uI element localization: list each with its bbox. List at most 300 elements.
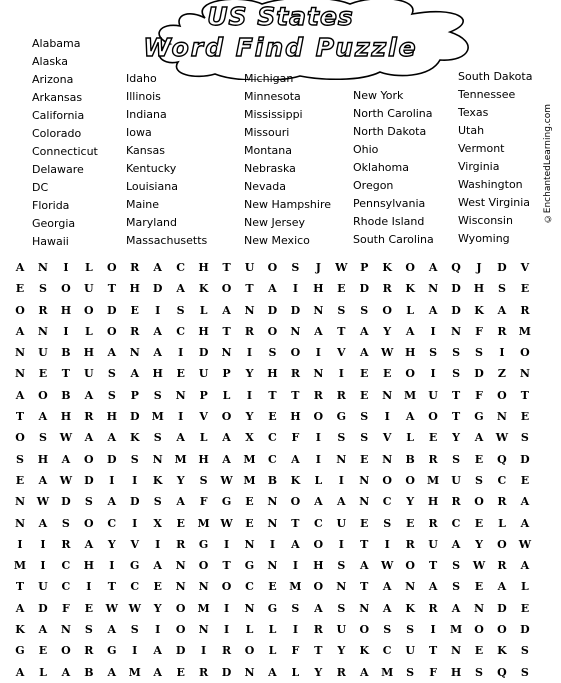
word-list-item: North Dakota [353, 125, 427, 138]
grid-letter: N [428, 282, 439, 296]
grid-letter: T [520, 388, 529, 402]
grid-letter: E [474, 516, 484, 530]
word-list-item: New Mexico [244, 234, 310, 247]
grid-letter: B [267, 473, 278, 487]
word-list-item: Hawaii [32, 235, 69, 248]
grid-letter: G [221, 495, 232, 509]
word-list-item: Florida [32, 199, 70, 212]
grid-letter: A [38, 623, 48, 637]
word-list-item: Vermont [458, 142, 505, 155]
grid-letter: S [176, 303, 185, 317]
grid-letter: H [60, 410, 72, 424]
grid-letter: U [336, 623, 347, 637]
grid-letter: A [520, 559, 530, 573]
grid-letter: A [153, 665, 162, 679]
grid-letter: W [36, 495, 50, 509]
grid-letter: J [315, 261, 321, 274]
grid-letter: A [405, 324, 415, 338]
grid-letter: R [382, 282, 392, 296]
grid-letter: T [268, 388, 277, 402]
grid-letter: R [497, 559, 507, 573]
grid-letter: S [360, 431, 369, 445]
grid-letter: C [176, 324, 186, 338]
word-list-item: Ohio [353, 143, 379, 156]
grid-letter: N [175, 559, 186, 573]
grid-letter: R [428, 516, 438, 530]
grid-letter: Y [107, 537, 116, 551]
grid-letter: S [153, 388, 162, 402]
grid-letter: A [222, 303, 231, 317]
grid-letter: A [15, 324, 25, 338]
grid-letter: O [84, 452, 94, 466]
word-list-item: New Jersey [244, 216, 306, 229]
grid-letter: W [105, 601, 118, 615]
grid-letter: C [61, 580, 71, 594]
grid-letter: A [291, 452, 300, 466]
grid-letter: K [290, 473, 301, 487]
grid-letter: Y [245, 367, 254, 381]
grid-letter: P [360, 261, 369, 274]
grid-letter: S [429, 346, 438, 360]
grid-letter: I [109, 473, 115, 487]
grid-letter: K [497, 644, 507, 658]
grid-letter: I [384, 410, 390, 424]
grid-letter: M [289, 580, 302, 594]
grid-letter: R [290, 367, 300, 381]
grid-letter: O [313, 580, 324, 594]
grid-letter: E [268, 580, 277, 594]
grid-letter: L [268, 644, 277, 658]
grid-letter: F [291, 431, 300, 445]
grid-letter: K [405, 601, 415, 615]
grid-letter: A [153, 346, 162, 360]
word-list-item: West Virginia [458, 196, 531, 209]
word-list-item: Washington [458, 178, 523, 191]
grid-letter: I [315, 346, 321, 360]
grid-letter: E [382, 367, 392, 381]
word-list-item: Nebraska [244, 162, 296, 175]
grid-letter: H [313, 282, 324, 296]
grid-letter: N [198, 580, 209, 594]
grid-letter: S [107, 367, 116, 381]
grid-letter: A [222, 431, 231, 445]
word-list-item: Tennessee [458, 88, 516, 101]
word-list-item: North Carolina [353, 107, 433, 120]
grid-letter: M [381, 665, 394, 679]
grid-letter: C [176, 261, 186, 274]
grid-letter: O [15, 431, 25, 445]
grid-letter: L [39, 665, 47, 679]
grid-letter: A [107, 665, 117, 679]
grid-letter: C [268, 452, 277, 466]
grid-letter: L [84, 261, 93, 274]
grid-letter: A [382, 580, 392, 594]
word-list-item: Minnesota [244, 90, 301, 103]
grid-letter: U [405, 644, 415, 658]
grid-letter: N [244, 537, 255, 551]
grid-letter: N [37, 261, 48, 274]
grid-letter: H [60, 303, 72, 317]
grid-letter: A [382, 601, 392, 615]
grid-letter: E [520, 282, 530, 296]
grid-letter: H [313, 559, 324, 573]
grid-letter: I [40, 559, 46, 573]
grid-letter: D [451, 282, 461, 296]
grid-letter: E [84, 601, 94, 615]
grid-letter: E [520, 410, 530, 424]
grid-letter: N [313, 303, 324, 317]
grid-letter: I [246, 388, 253, 402]
grid-letter: N [14, 516, 26, 530]
grid-letter: T [15, 580, 25, 594]
grid-letter: N [359, 473, 370, 487]
grid-letter: K [382, 261, 392, 274]
grid-letter: N [382, 452, 393, 466]
grid-letter: A [497, 580, 507, 594]
grid-letter: W [381, 346, 394, 360]
grid-letter: I [338, 537, 344, 551]
grid-letter: H [129, 282, 140, 296]
grid-letter: W [335, 261, 348, 274]
grid-letter: H [267, 367, 278, 381]
grid-letter: D [107, 452, 117, 466]
grid-letter: M [197, 601, 210, 615]
grid-letter: M [174, 452, 187, 466]
word-list-item: Utah [458, 124, 485, 137]
grid-letter: O [428, 410, 438, 424]
grid-letter: Y [452, 431, 460, 445]
grid-letter: T [360, 537, 369, 551]
word-list-item: Connecticut [32, 145, 98, 158]
grid-letter: F [291, 644, 300, 658]
grid-letter: A [107, 431, 117, 445]
grid-letter: S [360, 303, 369, 317]
grid-letter: E [360, 388, 369, 402]
grid-letter: S [84, 623, 93, 637]
grid-letter: D [129, 495, 140, 509]
grid-letter: R [451, 495, 461, 509]
grid-letter: U [428, 537, 438, 551]
grid-letter: U [451, 473, 461, 487]
grid-letter: T [429, 559, 438, 573]
grid-letter: N [267, 516, 278, 530]
grid-letter: O [84, 516, 94, 530]
grid-letter: A [176, 495, 185, 509]
grid-letter: D [38, 601, 48, 615]
grid-letter: O [267, 324, 278, 338]
grid-letter: I [132, 644, 138, 658]
grid-letter: O [359, 623, 370, 637]
grid-letter: O [290, 495, 301, 509]
grid-letter: I [40, 537, 46, 551]
grid-letter: S [153, 495, 162, 509]
grid-letter: T [451, 388, 461, 402]
grid-letter: G [244, 559, 255, 573]
grid-letter: E [245, 495, 254, 509]
grid-letter: N [519, 367, 530, 381]
grid-letter: H [152, 367, 163, 381]
grid-letter: O [520, 346, 530, 360]
grid-letter: O [405, 473, 415, 487]
grid-letter: V [382, 431, 392, 445]
word-list-item: Delaware [32, 163, 84, 176]
grid-letter: D [267, 303, 278, 317]
grid-letter: F [475, 388, 483, 402]
grid-letter: I [269, 537, 276, 551]
grid-letter: N [496, 410, 507, 424]
grid-letter: K [405, 282, 415, 296]
grid-letter: K [15, 623, 25, 637]
word-list-column-3 [244, 70, 331, 250]
grid-letter: N [290, 324, 301, 338]
grid-letter: Y [383, 324, 392, 338]
grid-letter: N [175, 580, 186, 594]
grid-letter: I [223, 623, 230, 637]
grid-letter: G [107, 644, 117, 658]
grid-letter: M [151, 410, 164, 424]
grid-letter: G [267, 601, 278, 615]
word-list-item: South Dakota [458, 70, 533, 83]
grid-letter: A [84, 388, 94, 402]
grid-letter: Q [497, 452, 507, 466]
grid-letter: A [222, 452, 231, 466]
grid-letter: I [63, 324, 69, 338]
grid-letter: R [221, 644, 232, 658]
grid-letter: A [15, 388, 25, 402]
grid-letter: I [338, 473, 344, 487]
grid-letter: S [84, 495, 93, 509]
grid-letter: N [244, 665, 255, 679]
grid-letter: N [175, 388, 186, 402]
grid-letter: R [199, 665, 209, 679]
grid-letter: E [360, 452, 369, 466]
grid-letter: E [15, 473, 25, 487]
grid-letter: A [107, 346, 117, 360]
grid-letter: S [406, 623, 415, 637]
word-list-item: Missouri [244, 126, 290, 139]
grid-letter: R [130, 261, 140, 274]
grid-letter: S [61, 516, 70, 530]
grid-letter: S [107, 388, 116, 402]
grid-letter: O [474, 623, 484, 637]
grid-letter: G [130, 559, 140, 573]
grid-letter: I [155, 537, 161, 551]
grid-letter: A [314, 495, 323, 509]
grid-letter: N [152, 452, 163, 466]
grid-letter: V [199, 410, 208, 424]
grid-letter: L [406, 303, 414, 317]
grid-letter: D [129, 410, 140, 424]
grid-letter: S [452, 452, 461, 466]
grid-letter: D [497, 261, 507, 274]
grid-letter: O [15, 303, 25, 317]
word-list-item: Idaho [126, 72, 157, 85]
grid-letter: F [475, 324, 483, 338]
grid-letter: A [405, 410, 415, 424]
grid-letter: S [199, 473, 208, 487]
grid-letter: S [475, 346, 483, 360]
grid-letter: I [292, 559, 298, 573]
grid-letter: S [383, 623, 392, 637]
grid-letter: M [449, 623, 463, 637]
grid-letter: A [359, 324, 369, 338]
grid-letter: O [497, 388, 507, 402]
grid-letter: L [291, 665, 300, 679]
grid-letter: S [16, 452, 24, 466]
grid-letter: A [84, 537, 94, 551]
grid-letter: A [38, 473, 48, 487]
grid-letter: E [15, 282, 25, 296]
grid-letter: M [128, 665, 141, 679]
grid-letter: P [222, 367, 231, 381]
grid-letter: W [381, 559, 394, 573]
grid-letter: A [359, 559, 369, 573]
grid-letter: N [359, 495, 370, 509]
grid-letter: B [61, 346, 71, 360]
grid-letter: K [152, 473, 163, 487]
grid-letter: O [497, 623, 507, 637]
word-list-item: New York [353, 89, 404, 102]
grid-letter: U [336, 516, 347, 530]
grid-letter: L [199, 303, 208, 317]
word-list-item: Wyoming [458, 232, 510, 245]
grid-letter: U [84, 367, 94, 381]
grid-letter: W [220, 516, 233, 530]
grid-letter: N [405, 580, 416, 594]
grid-letter: Y [337, 644, 346, 658]
grid-letter: E [130, 303, 139, 317]
grid-letter: A [359, 665, 369, 679]
grid-letter: O [175, 601, 186, 615]
grid-letter: S [337, 559, 346, 573]
grid-letter: C [382, 495, 392, 509]
grid-letter: F [61, 601, 70, 615]
grid-letter: D [359, 282, 370, 296]
grid-letter: A [337, 495, 346, 509]
grid-letter: A [130, 367, 140, 381]
grid-letter: A [428, 261, 438, 274]
grid-letter: W [59, 473, 73, 487]
grid-letter: R [313, 623, 323, 637]
grid-letter: R [336, 388, 346, 402]
grid-letter: N [451, 644, 462, 658]
grid-letter: S [291, 601, 300, 615]
grid-letter: N [244, 601, 255, 615]
grid-letter: R [61, 537, 71, 551]
grid-letter: C [107, 516, 117, 530]
grid-letter: T [61, 367, 70, 381]
grid-letter: S [153, 431, 162, 445]
grid-letter: A [15, 261, 25, 274]
grid-letter: T [429, 644, 438, 658]
grid-letter: M [427, 473, 440, 487]
grid-letter: A [153, 261, 162, 274]
grid-letter: W [128, 601, 141, 615]
grid-letter: R [313, 388, 323, 402]
grid-letter: A [153, 559, 162, 573]
grid-letter: V [520, 261, 530, 274]
grid-letter: W [59, 431, 73, 445]
grid-letter: N [221, 346, 232, 360]
grid-letter: N [359, 601, 370, 615]
grid-letter: T [222, 324, 231, 338]
grid-letter: X [153, 516, 162, 530]
grid-letter: I [155, 623, 161, 637]
grid-letter: U [38, 346, 48, 360]
grid-letter: E [428, 431, 438, 445]
grid-letter: S [291, 261, 300, 274]
grid-letter: S [520, 644, 529, 658]
grid-letter: A [314, 601, 323, 615]
grid-letter: O [474, 495, 484, 509]
grid-letter: I [246, 346, 253, 360]
grid-letter: D [221, 665, 232, 679]
grid-letter: S [406, 665, 415, 679]
word-list-item: Kentucky [126, 162, 177, 175]
grid-letter: Y [406, 495, 415, 509]
grid-letter: I [315, 431, 321, 445]
grid-letter: A [15, 665, 25, 679]
grid-letter: R [497, 324, 507, 338]
grid-letter: O [405, 367, 415, 381]
grid-letter: A [451, 601, 461, 615]
grid-letter: S [337, 431, 346, 445]
grid-letter: W [472, 559, 486, 573]
grid-letter: T [245, 282, 254, 296]
grid-letter: I [223, 537, 230, 551]
grid-letter: V [130, 537, 140, 551]
grid-letter: Y [153, 601, 162, 615]
word-list-item: Massachusetts [126, 234, 208, 247]
grid-letter: A [474, 431, 484, 445]
word-list-item: Louisiana [126, 180, 178, 193]
grid-letter: H [290, 410, 301, 424]
grid-letter: S [452, 580, 461, 594]
word-list-item: Texas [458, 106, 489, 119]
grid-letter: O [38, 388, 48, 402]
word-list-item: Kansas [126, 144, 165, 157]
grid-letter: Y [245, 410, 254, 424]
word-list-item: New Hampshire [244, 198, 332, 211]
word-list-item: Alabama [32, 37, 81, 50]
grid-letter: T [222, 261, 231, 274]
grid-letter: O [107, 324, 117, 338]
grid-letter: Y [475, 537, 483, 551]
grid-letter: O [497, 537, 507, 551]
word-list-item: Mississippi [244, 108, 303, 121]
word-list-item: Illinois [126, 90, 161, 103]
grid-letter: O [244, 644, 255, 658]
grid-letter: D [520, 623, 530, 637]
grid-letter: A [153, 324, 162, 338]
grid-letter: N [14, 367, 26, 381]
grid-letter: O [313, 537, 324, 551]
grid-letter: Y [314, 665, 323, 679]
grid-letter: R [428, 452, 438, 466]
grid-letter: N [60, 623, 71, 637]
title-line-2: Word Find Puzzle [143, 33, 418, 62]
grid-letter: M [518, 324, 531, 338]
grid-letter: I [292, 282, 298, 296]
grid-letter: L [521, 580, 529, 594]
grid-letter: O [198, 559, 209, 573]
grid-letter: O [221, 410, 232, 424]
grid-letter: S [360, 410, 369, 424]
grid-letter: Y [176, 473, 185, 487]
grid-letter: G [15, 644, 25, 658]
grid-letter: O [61, 644, 71, 658]
grid-letter: I [499, 346, 505, 360]
